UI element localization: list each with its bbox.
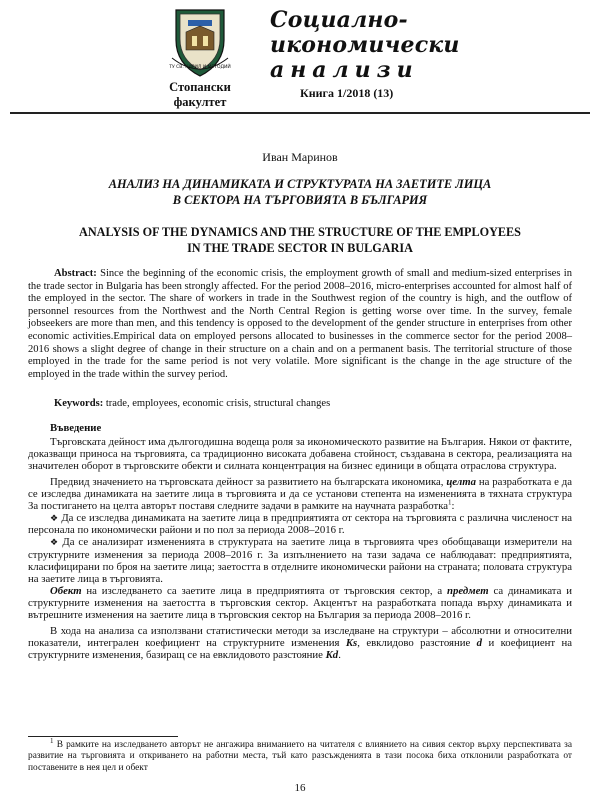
abstract	[28, 268, 572, 381]
abstract-label: Abstract:	[54, 268, 97, 279]
footnote	[28, 736, 573, 774]
title-bg-line-2: В СЕКТОРА НА ТЪРГОВИЯТА В БЪЛГАРИЯ	[172, 193, 428, 207]
paragraph-4-part-c: и коефициент на структурните изменения, базиращ се на евклидовото разстояние	[28, 636, 573, 661]
paragraph-4-part-a: В хода на анализа са използвани статистически методи за изследване на структури – абсолютни и относителни показатели, интегрален коефициент на структурните изменения	[28, 624, 572, 649]
bullet-2-text: Да се анализират измененията в структурата на заетите лица в търговията чрез обобщаващи измерители на структурните изменения за периода 2008–2016 г. За изпълнението на тази задача се наблюдават: предприятията, класифицирани по броя на заетите лица; заетостта в отделните икономически райони на страната; половата структура на заетите лица в търговията.	[28, 536, 572, 585]
journal-title-line-3: анализи	[270, 57, 419, 83]
paragraph-2	[28, 476, 572, 512]
title-en-line-2: IN THE TRADE SECTOR IN BULGARIA	[187, 241, 413, 255]
header-divider	[10, 112, 590, 114]
title-english	[20, 224, 580, 256]
journal-title-line-2: икономически	[270, 32, 460, 58]
keywords-label: Keywords:	[54, 398, 104, 409]
symbol-ks: Ks	[345, 636, 358, 649]
journal-title	[270, 8, 470, 83]
issue-number: Книга 1/2018 (13)	[300, 86, 394, 100]
paragraph-2-part-a: Предвид значението на търговската дейност за развитието на българската икономика,	[50, 475, 444, 488]
abstract-text: Since the beginning of the economic crisis, the employment growth of small and medium-sized enterprises in the trade sector in Bulgaria has been strongly affected. For the period 2008–2016, micro-enterprises accounted for almost half of the employed in the sector. The share of workers in trade in the Southwest region of the country is high, and the outflow of personnel resources from the Northwest and the North Central Region is getting worse over time. In the survey, female jobseekers are more than men, and this tendency is opposed to the development of the gender structure in enterprises from other economic activities.Empirical data on employed persons allocated to businesses in the commerce sector for the period 2008–2016 shows a slight degree of change in their structure on a chain and on a permanent basis. The territorial structure of those employed in the trade for the same period is not very volatile. More significant is the change in the age structure of the employed in the trade within the survey period.	[28, 268, 572, 380]
keywords-text: trade, employees, economic crisis, structural changes	[105, 398, 331, 409]
paragraph-4-end: .	[338, 648, 341, 661]
bullet-1-text: Да се изследва динамиката на заетите лица в предприятията от сектора на търговията с различна численост на персонала по икономически райони и по пол за периода 2008–2016 г.	[28, 512, 572, 537]
faculty-line-2: факултет	[173, 95, 227, 109]
author-name: Иван Маринов	[262, 150, 338, 164]
paragraph-3-part-b: са динамиката и структурните изменения на заетостта в търговския сектор. Акцентът на разработката попада върху динамиката и вътрешните изменения на заетите лица в търговския сектор на България за периода 2008–2016 г.	[28, 585, 573, 622]
logo-text: ТУ СВ. КИРИЛ И МЕТОДИЙ	[169, 65, 231, 70]
university-crest-icon	[168, 6, 232, 80]
diamond-bullet-icon: ❖	[50, 513, 59, 524]
bullet-item-1	[28, 512, 572, 536]
paragraph-3-part-a: на изследването са заетите лица в предприятията от търговския сектор, а	[86, 585, 443, 598]
footnote-ref[interactable]: 1	[448, 498, 452, 507]
paragraph-4	[28, 625, 572, 661]
footnote-text: В рамките на изследването авторът не ангажира вниманието на читателя с влиянието на сивия сектор върху перспективата за развитие на търговията и откриването на работни места, тъй като разсъжденията в тази посока биха отклонили разработката от поставените в нея цел и обект	[28, 740, 573, 773]
page-number: 16	[294, 782, 306, 794]
journal-title-line-1: Социално-	[270, 7, 408, 33]
diamond-bullet-icon: ❖	[50, 537, 60, 548]
term-object: Обект	[50, 585, 82, 598]
title-bg-line-1: АНАЛИЗ НА ДИНАМИКАТА И СТРУКТУРАТА НА ЗАЕТИТЕ ЛИЦА	[108, 177, 492, 191]
symbol-d: d	[476, 636, 483, 649]
title-en-line-1: ANALYSIS OF THE DYNAMICS AND THE STRUCTURE OF THE EMPLOYEES	[79, 225, 521, 239]
article-body	[28, 422, 572, 661]
title-bulgarian	[40, 176, 560, 208]
footnote-marker: 1	[50, 736, 54, 745]
bullet-item-2	[28, 536, 572, 585]
paragraph-4-part-b: , евклидово разстояние	[357, 636, 471, 649]
section-heading-introduction: Въведение	[50, 422, 102, 434]
paragraph-2-part-b: на разработката е да се изследва динамиката на заетите лица в търговията и да се установи степента на измененията в тяхната структура За постигането на целта авторът поставя следните задачи в рамките на научната разработка	[28, 475, 572, 512]
term-subject: предмет	[447, 585, 489, 598]
paragraph-3	[28, 585, 572, 621]
term-goal: целта	[446, 475, 477, 488]
symbol-kd: Kd	[325, 648, 339, 661]
faculty-name	[150, 80, 250, 110]
paragraph-1: Търговската дейност има дългогодишна водеща роля за икономическото развитие на България. Някои от фактите, доказващи приноса на търговията, са традиционно високата добавена стойност, създавана в сектора, реализацията на значителен оборот в търговските обекти и силната концентрация на бизнес единици в общата отраслова структура.	[28, 436, 572, 473]
faculty-line-1: Стопански	[169, 80, 231, 94]
keywords	[54, 398, 330, 409]
paragraph-2-end: :	[451, 499, 455, 512]
